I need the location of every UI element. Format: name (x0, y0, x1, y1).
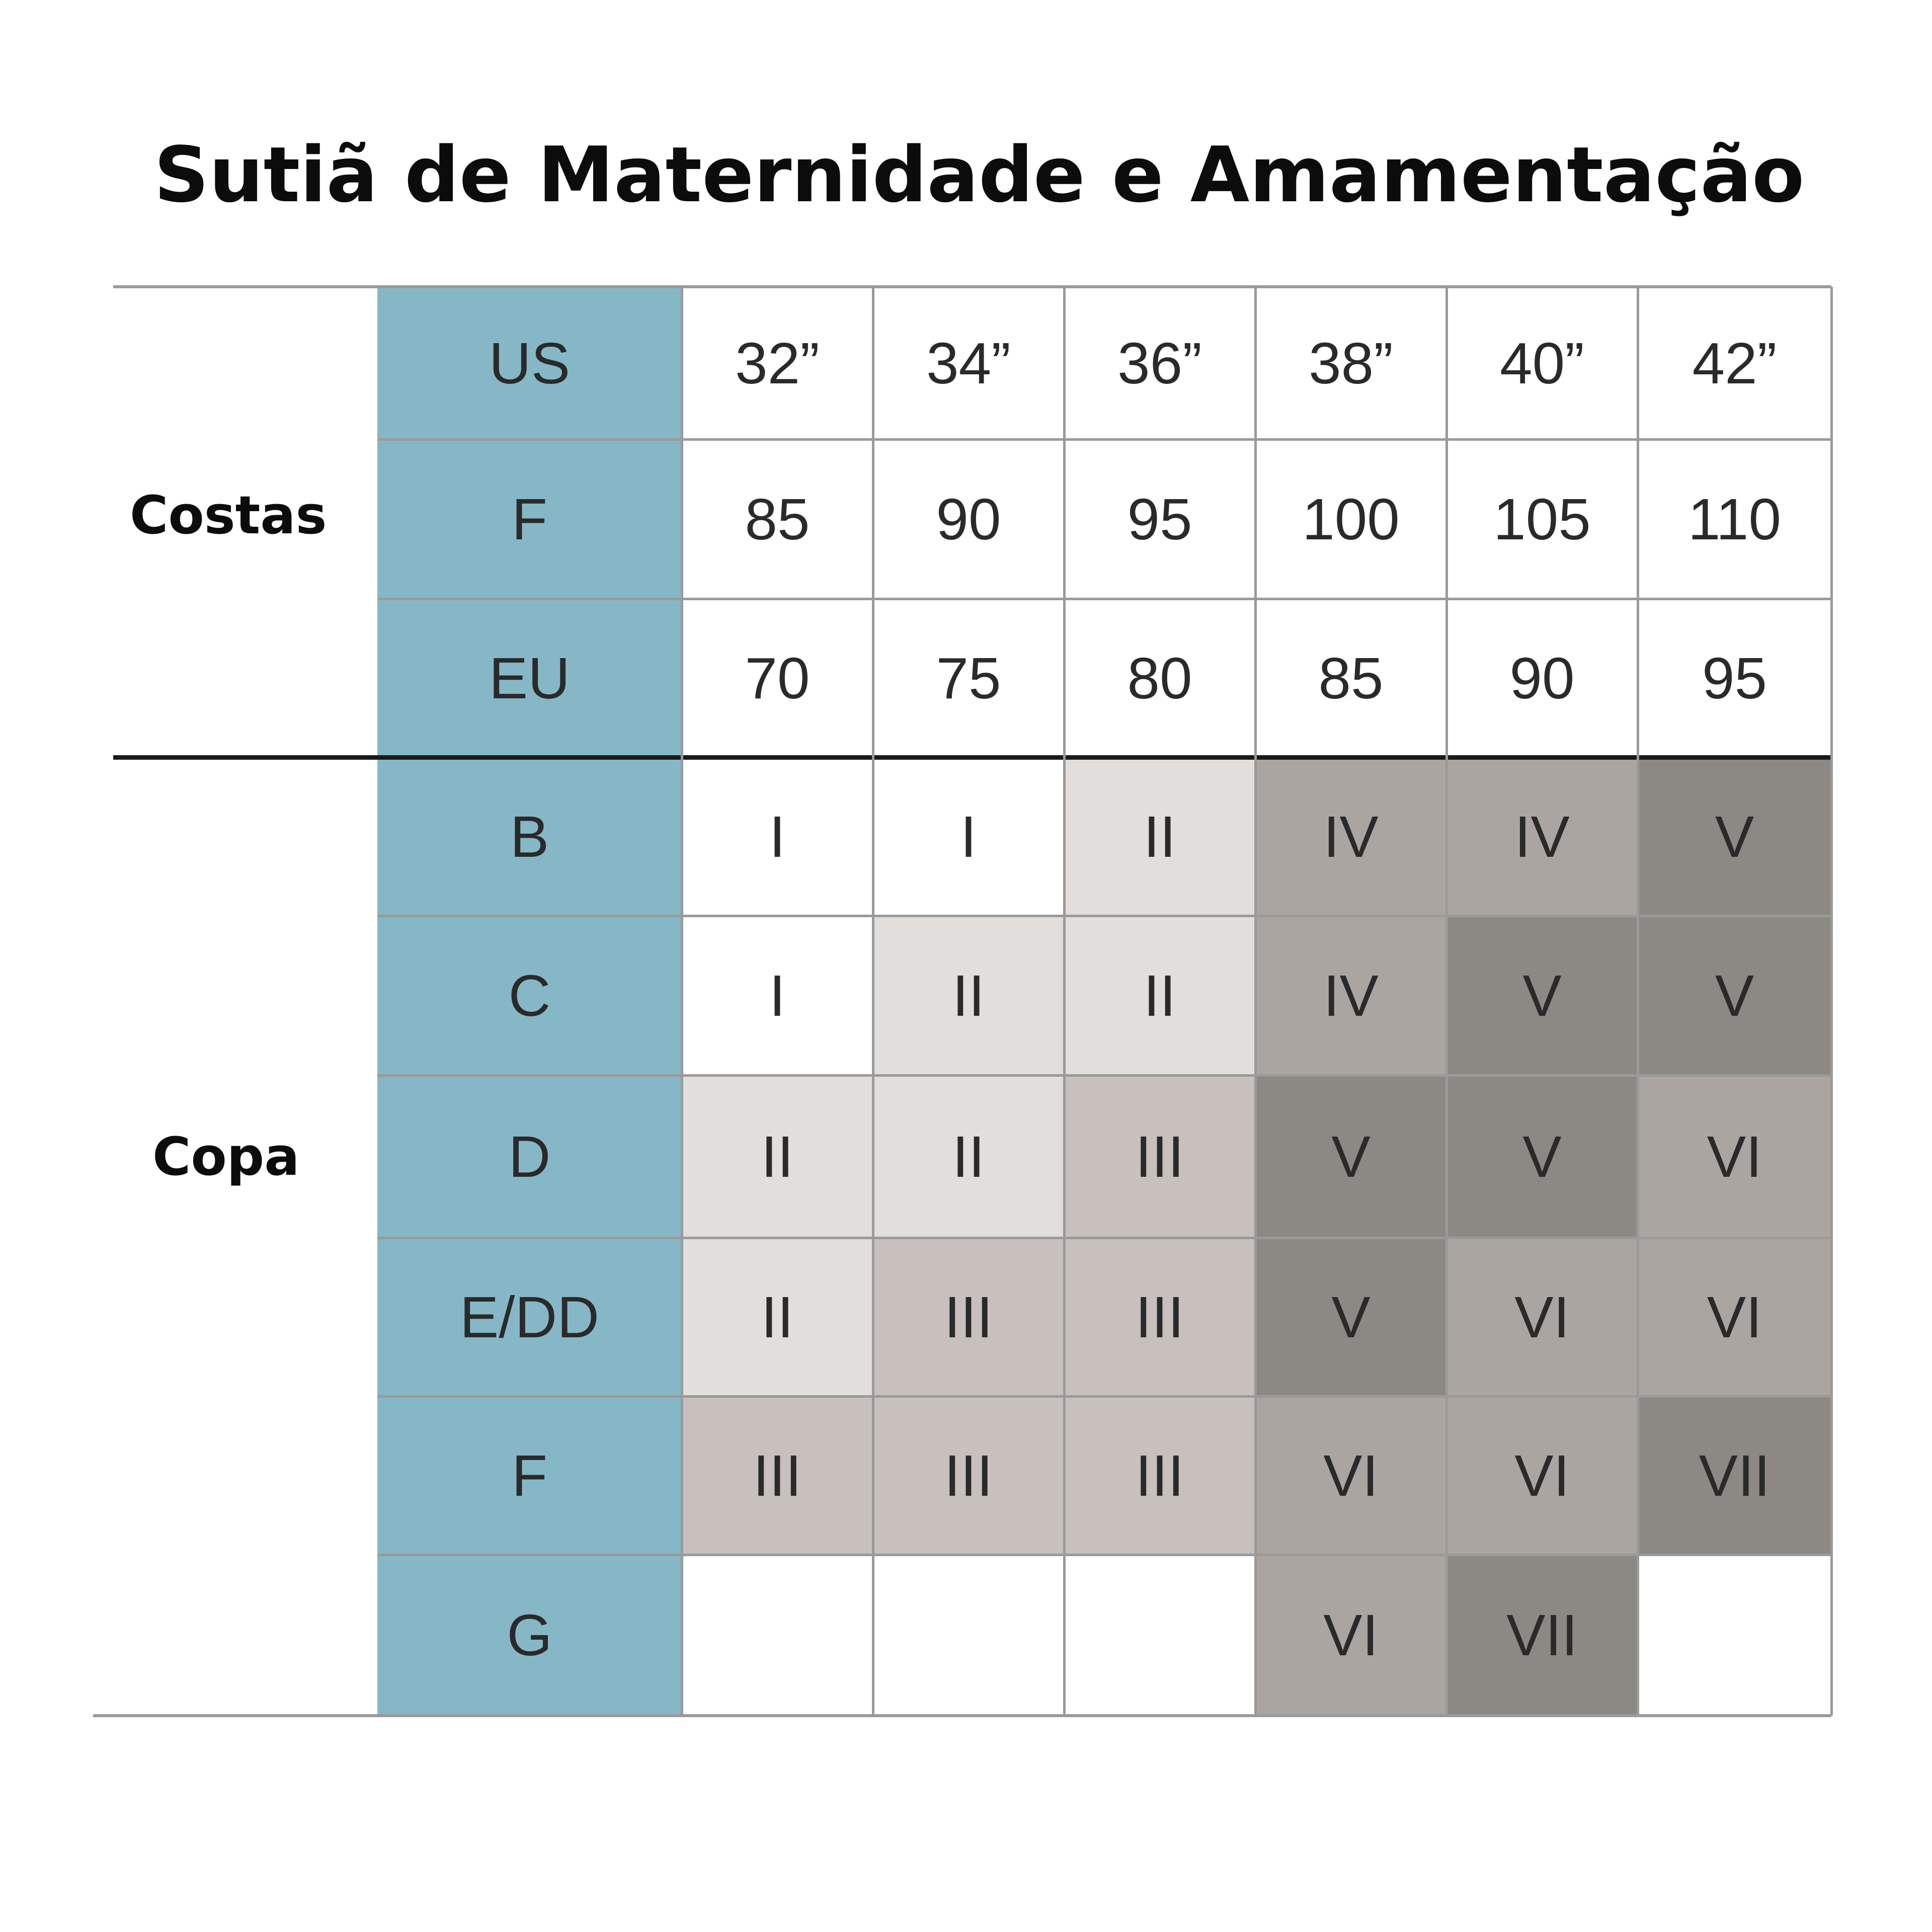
table-cell: II (1064, 757, 1255, 916)
section-label-copa: Copa (152, 1126, 300, 1187)
row-label: B (510, 803, 549, 869)
table-cell: III (1064, 1396, 1255, 1555)
row-label: D (508, 1123, 551, 1189)
column-divider (872, 287, 874, 1716)
column-divider (1445, 287, 1448, 1716)
table-cell: 42” (1638, 287, 1831, 439)
table-cell: IV (1255, 916, 1446, 1075)
table-cell: II (1064, 916, 1255, 1075)
table-cell: V (1638, 757, 1831, 916)
table-cell: V (1255, 1238, 1446, 1396)
table-cell: VI (1638, 1075, 1831, 1238)
table-cell: 70 (682, 599, 873, 757)
table-cell: V (1446, 916, 1638, 1075)
table-cell: 40” (1446, 287, 1638, 439)
row-divider (377, 1237, 1831, 1239)
row-label: C (508, 962, 551, 1028)
table-bottom-border (93, 1714, 1831, 1717)
column-divider (1254, 287, 1257, 1716)
table-cell: VI (1446, 1396, 1638, 1555)
table-cell: II (873, 916, 1064, 1075)
table-cell: I (873, 757, 1064, 916)
table-cell (682, 1555, 873, 1716)
row-divider (377, 1074, 1831, 1077)
row-divider (377, 1554, 1831, 1556)
row-divider (377, 438, 1831, 441)
table-cell: III (1064, 1238, 1255, 1396)
table-cell: 34” (873, 287, 1064, 439)
column-divider (1830, 287, 1833, 1716)
table-cell: 85 (1255, 599, 1446, 757)
column-divider (681, 287, 683, 1716)
row-label: EU (489, 645, 571, 711)
table-cell: 85 (682, 439, 873, 599)
table-cell: V (1638, 916, 1831, 1075)
table-cell: I (682, 916, 873, 1075)
table-cell: I (682, 757, 873, 916)
row-label: F (512, 486, 547, 552)
table-cell (873, 1555, 1064, 1716)
row-label: F (512, 1442, 547, 1508)
table-cell: 38” (1255, 287, 1446, 439)
table-cell: III (682, 1396, 873, 1555)
row-label: G (507, 1602, 552, 1668)
table-cell: 95 (1638, 599, 1831, 757)
page-title: Sutiã de Maternidade e Amamentação (154, 130, 1805, 219)
table-cell (1064, 1555, 1255, 1716)
table-cell: 90 (873, 439, 1064, 599)
table-cell: VI (1255, 1555, 1446, 1716)
table-cell: II (682, 1075, 873, 1238)
table-cell: 100 (1255, 439, 1446, 599)
table-cell (1638, 1555, 1831, 1716)
table-top-border (113, 285, 1831, 288)
table-cell: 80 (1064, 599, 1255, 757)
section-divider (113, 755, 1831, 760)
table-cell: 32” (682, 287, 873, 439)
table-cell: II (873, 1075, 1064, 1238)
column-divider (1063, 287, 1066, 1716)
table-cell: III (873, 1396, 1064, 1555)
table-cell: 110 (1638, 439, 1831, 599)
row-divider (377, 1395, 1831, 1398)
row-label: E/DD (459, 1284, 600, 1350)
table-cell: VI (1638, 1238, 1831, 1396)
row-label: US (489, 330, 571, 396)
table-cell: 105 (1446, 439, 1638, 599)
table-cell: IV (1446, 757, 1638, 916)
row-divider (377, 915, 1831, 917)
table-cell: III (1064, 1075, 1255, 1238)
table-cell: VII (1446, 1555, 1638, 1716)
table-cell: II (682, 1238, 873, 1396)
table-cell: III (873, 1238, 1064, 1396)
section-label-costas: Costas (130, 484, 327, 546)
table-cell: V (1446, 1075, 1638, 1238)
table-cell: 90 (1446, 599, 1638, 757)
table-cell: IV (1255, 757, 1446, 916)
table-cell: VI (1255, 1396, 1446, 1555)
table-cell: 36” (1064, 287, 1255, 439)
table-cell: 95 (1064, 439, 1255, 599)
table-cell: VI (1446, 1238, 1638, 1396)
row-divider (377, 598, 1831, 600)
table-cell: 75 (873, 599, 1064, 757)
table-cell: V (1255, 1075, 1446, 1238)
column-divider (1637, 287, 1639, 1716)
table-cell: VII (1638, 1396, 1831, 1555)
